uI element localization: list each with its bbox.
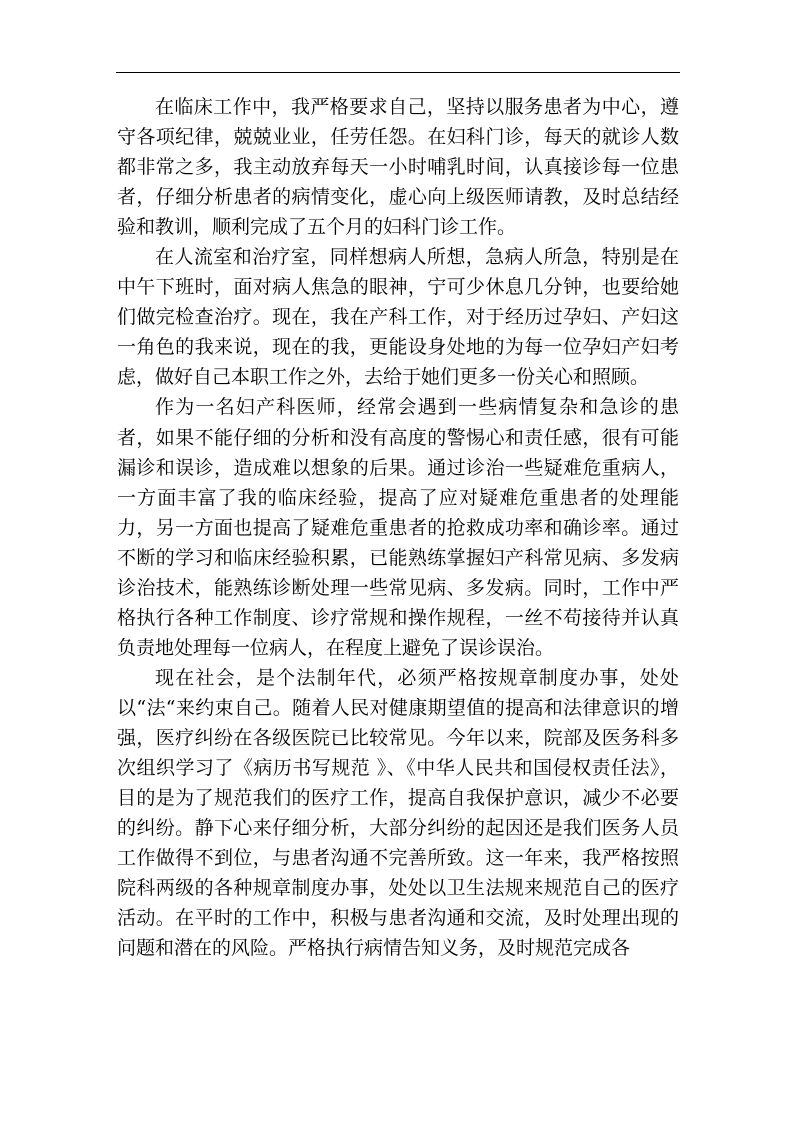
paragraph-2: 在人流室和治疗室，同样想病人所想，急病人所急，特别是在中午下班时，面对病人焦急的眼神，宁可少休息几分钟，也要给她们做完检查治疗。现在，我在产科工作，对于经历过孕妇、产妇这一角色的我来说，现在的我，更能设身处地的为每一位孕妇产妇考虑，做好自己本职工作之外，去给于她们更多一份关心和照顾。 [117, 246, 679, 389]
paragraph-3: 作为一名妇产科医师，经常会遇到一些病情复杂和急诊的患者，如果不能仔细的分析和没有高度的警惕心和责任感，很有可能漏诊和误诊，造成难以想象的后果。通过诊治一些疑难危重病人，一方面丰富了我的临床经验，提高了应对疑难危重患者的处理能力，另一方面也提高了疑难危重患者的抢救成功率和确诊率。通过不断的学习和临床经验积累，已能熟练掌握妇产科常见病、多发病诊治技术，能熟练诊断处理一些常见病、多发病。同时，工作中严格执行各种工作制度、诊疗常规和操作规程，一丝不苟接待并认真负责地处理每一位病人，在程度上避免了误诊误治。 [117, 396, 679, 659]
paragraph-1: 在临床工作中，我严格要求自己，坚持以服务患者为中心，遵守各项纪律，兢兢业业，任劳任怨。在妇科门诊，每天的就诊人数都非常之多，我主动放弃每天一小时哺乳时间，认真接诊每一位患者，仔细分析患者的病情变化，虚心向上级医师请教，及时总结经验和教训，顺利完成了五个月的妇科门诊工作。 [117, 96, 679, 239]
header-rule [116, 72, 680, 73]
document-body [117, 92, 679, 963]
paragraph-4: 现在社会，是个法制年代，必须严格按规章制度办事，处处以“法“来约束自己。随着人民对健康期望值的提高和法律意识的增强，医疗纠纷在各级医院已比较常见。今年以来，院部及医务科多次组织学习了《病历书写规范 》、《中华人民共和国侵权责任法》，目的是为了规范我们的医疗工作，提高自我保护意识，减少不必要的纠纷。静下心来仔细分析，大部分纠纷的起因还是我们医务人员工作做得不到位，与患者沟通不完善所致。这一年来，我严格按照院科两级的各种规章制度办事，处处以卫生法规来规范自己的医疗活动。在平时的工作中，积极与患者沟通和交流，及时处理出现的问题和潜在的风险。严格执行病情告知义务，及时规范完成各 [117, 666, 679, 960]
